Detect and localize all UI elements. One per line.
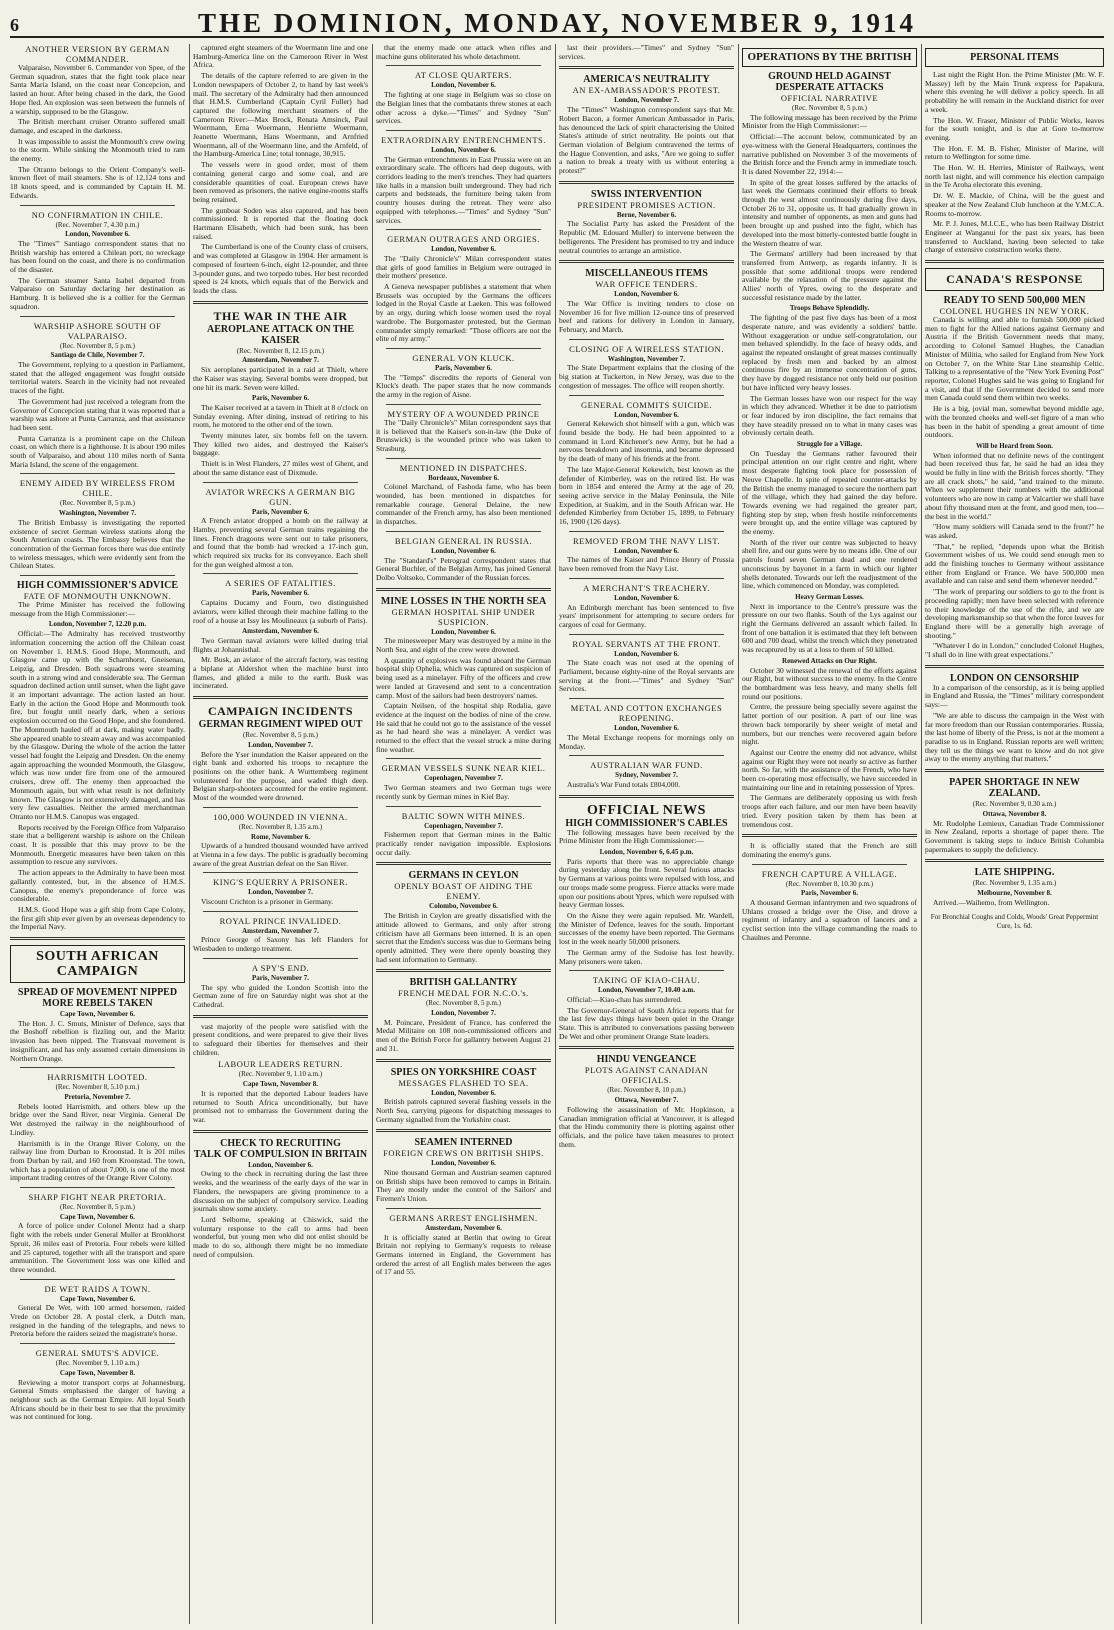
headline: WAR OFFICE TENDERS.	[595, 279, 698, 290]
headline: GERMAN OUTRAGES AND ORGIES.	[387, 234, 540, 245]
newspaper-title: THE DOMINION, MONDAY, NOVEMBER 9, 1914	[197, 8, 917, 38]
paragraph: Against our Centre the enemy did not advance, whilst against our Right they were not nearly so active as further north. So far, with the assistance of the French, who have been co-operating most effectually, we have succeeded in maintaining our line and in retaining possession of Ypres.	[742, 747, 917, 792]
headline: BALTIC SOWN WITH MINES.	[401, 810, 526, 821]
headline: HARRISMITH LOOTED.	[47, 1072, 148, 1083]
section-box	[925, 48, 1104, 67]
paragraph: The gunboat Soden was also captured, and has been commissioned. It is reported that the floating dock Hartmann Elisabeth, which had been sunk, has been raised.	[193, 205, 368, 241]
headline: AUSTRALIAN WAR FUND.	[590, 760, 703, 771]
paragraph: In spite of the great losses suffered by the attacks of last week the Germans continued their efforts to break through the west almost continuously during five days, October 26 to 31, opposite us. It had gradually grown in intensity and number of opponents, as men and guns had been brought up and pushed into the fight, which has developed into the most bitterly-contested battle fought in the Western theatre of war.	[742, 177, 917, 248]
crosshead: Struggle for a Village.	[796, 440, 863, 449]
paragraph: last their providers.—"Times" and Sydney "Sun" services.	[559, 44, 734, 61]
paragraph: The Germans are deliberately opposing us with fresh troops after each failure, and our men have been heavily tried. Every position taken by them has been at tremendous cost.	[742, 793, 917, 829]
paragraph: The State Department explains that the closing of the big station at Tuckerton, in New Jersey, was due to the congestion of messages. The office will reopen shortly.	[559, 363, 734, 390]
paragraph: Thielt is in West Flanders, 27 miles west of Ghent, and about the same distance east of Dixmude.	[193, 459, 368, 477]
headline: ANOTHER VERSION BY GERMAN COMMANDER.	[25, 44, 170, 64]
section-box	[10, 945, 185, 983]
section-headline: PERSONAL ITEMS	[970, 52, 1059, 63]
paragraph: North of the river our centre was subjected to heavy shell fire, and our guns were by no means idle. One of our patrols found seven German dead and one rendered unconscious by bayonet in a farm in which our lighter shells detonated. Towards our left the readjustment of the line, which commenced on Monday, was completed.	[742, 537, 917, 591]
received-line: (Rec. November 7, 4.30 p.m.)	[55, 220, 140, 229]
paragraph: The fighting of the past five days has been of a most desperate nature, and was evidently a soldiers' battle. Without exaggeration or undue self-congratulation, our men behaved splendidly. In the face of heavy odds, and against the repeated onslaught of great masses continually replaced by fresh men and backed by an almost continuous fire by an immense concentration of guns, they have by dogged resistance not only held our position but have inflicted very heavy losses.	[742, 313, 917, 392]
headline: METAL AND COTTON EXCHANGES REOPENING.	[570, 703, 723, 724]
headline: GERMANS ARREST ENGLISHMEN.	[389, 1212, 538, 1223]
paragraph: H.M.S. Good Hope was a gift ship from Cape Colony, the first gift ship ever given by an overseas dependency to the Imperial Navy.	[10, 904, 185, 932]
paragraph: The following messages have been received by the Prime Minister from the High Commissioner:—	[559, 827, 734, 846]
paragraph: Colonel Marchand, of Fashoda fame, who has been wounded, has been mentioned in dispatches for remarkable courage. General Delaine, the new commander of the French army, has also been mentioned in dispatches.	[376, 482, 551, 527]
received-line: (Rec. November 8, 5.10 p.m.)	[55, 1083, 140, 1092]
dateline: Cape Town, November 6.	[59, 1294, 136, 1303]
paragraph: The "Daily Chronicle's" Milan correspondent states that girls of good families in Belgium were outraged in their mothers' presence.	[376, 253, 551, 281]
dateline: London, November 6.	[614, 649, 679, 658]
paragraph: It is officially stated at Berlin that owing to Great Britain not replying to Germany's requests to release Germans interned in England, the Government has ordered the arrest of all English males between the ages of 17 and 55.	[376, 1232, 551, 1277]
paragraph: The German army of the Sudoise has lost heavily. Many prisoners were taken.	[559, 947, 734, 966]
paragraph: The Metal Exchange reopens for mornings only on Monday.	[559, 732, 734, 751]
dateline: Pretoria, November 7.	[64, 1092, 131, 1101]
subheadline: COLONEL HUGHES IN NEW YORK.	[939, 306, 1090, 317]
headline: AEROPLANE ATTACK ON THE KAISER	[207, 323, 354, 346]
dateline: Washington, November 7.	[58, 509, 137, 518]
paragraph: On Tuesday the Germans rather favoured their principal attention on our right centre and right, where most desperate fighting took place for possession of Neuve Chapelle. In spite of repeated counter-attacks by the British the enemy managed to secure the northern part of the village, which they had gained the day before. Towards evening we had regained the greater part, fighting step by step, when fresh hostile reinforcements were brought up, and the entire village was captured by the enemy.	[742, 448, 917, 537]
column-2	[193, 44, 368, 1624]
paragraph: Captains Ducamy and Fourn, two distinguished aviators, were killed through their machine falling to the roof of a house at Issy les Moulineaux (a suburb of Paris).	[193, 598, 368, 625]
headline: WARSHIP ASHORE SOUTH OF VALPARAISO.	[33, 320, 162, 341]
dateline: Paris, November 6.	[251, 394, 310, 403]
paragraph: The "Times'" Washington correspondent says that Mr. Robert Bacon, a former American Ambassador in Paris, has denounced the lack of spirit characterising the United States's attitude of strict neutrality. He points out that German violation of Belgium contravened the terms of the Hague Convention, and asks, "Are we going to suffer a nation to break a treaty with us without entering a protest?"	[559, 105, 734, 176]
paragraph: On the Aisne they were again repulsed. Mr. Wardell, the Minister of Defence, leaves for the south. Important successes of the enemy have been reported. The Germans lost in the week nearly 50,000 prisoners.	[559, 911, 734, 947]
dateline: Amsterdam, November 7.	[242, 356, 319, 365]
dateline: Ottawa, November 8.	[982, 809, 1047, 818]
paragraph: The fighting at one stage in Belgium was so close on the Belgian lines that the combatants threw stones at each other across a dyke.—"Times" and Sydney "Sun" services.	[376, 90, 551, 126]
received-line: (Rec. November 8, 5 p.m.)	[425, 999, 502, 1008]
dateline: Amsterdam, November 7.	[242, 926, 319, 935]
received-line: (Rec. November 8, 5 p.m.)	[59, 341, 136, 350]
dateline: London, November 6.	[431, 1088, 496, 1097]
section-headline: HINDU VENGEANCE	[596, 1054, 697, 1066]
paragraph: Before the Yser inundation the Kaiser appeared on the right bank and exhorted his troops to recapture the positions on the other bank. A Wurttemberg regiment volunteered for the purpose, and waded thigh deep. Belgian sharp-shooters accounted for the entire regiment. Most of the wounded were drowned.	[193, 749, 368, 803]
headline: A SPY'S END.	[251, 962, 310, 973]
headline: READY TO SEND 500,000 MEN	[943, 295, 1086, 307]
paragraph: A French aviator dropped a bomb on the railway at Hamby, preventing several German trains regaining the lines. French dragoons were sent out to take prisoners, and found that the bomb had wrecked a 17-inch gun, which required six trucks for its conveyance. Each shell for the gun weighed almost a ton.	[193, 516, 368, 569]
paragraph: Twenty minutes later, six bombs fell on the tavern. They killed two aides, and destroyed the Kaiser's baggage.	[193, 431, 368, 458]
paragraph: Last night the Right Hon. the Prime Minister (Mr. W. F. Massey) left by the Main Trunk express for Papakura, where this evening he will deliver a policy speech. In all probability he will remain in the Auckland district for over a week.	[925, 70, 1104, 114]
section-headline: MISCELLANEOUS ITEMS	[585, 268, 708, 280]
headline: AT CLOSE QUARTERS.	[415, 70, 512, 81]
paragraph: Official:—Kiao-chau has surrendered.	[567, 994, 683, 1004]
headline: MORE REBELS TAKEN	[42, 998, 153, 1010]
paragraph: Two German naval aviators were killed during trial flights at Johannisthal.	[193, 635, 368, 654]
paragraph: The Governor-General of South Africa reports that for the last few days things have been quiet in the Orange State. This is attributed to conversations passing between De Wet and other prominent Orange State leaders.	[559, 1005, 734, 1041]
paragraph: The details of the capture referred to are given in the London newspapers of October 2, to hand by last week's mail. The secretary of the Admiralty had then announced that H.M.S. Cumberland (Captain Cyril Fuller) had captured the following merchant steamers of the Cameroon River:—Max Brock, Renata Amsinck, Paul Woermann, Erna Woermann, Henriette Woermann, Jeanette Woermann, Hans Woermann, and Arnfried Woermann, all of the Woermann line, and the Arnfeld, of the Hamburg-America Line; total tonnage, 30,915.	[193, 71, 368, 159]
paragraph: The "Daily Chronicle's" Milan correspondent says that it is believed that the Kaiser's son-in-law (the Duke of Brunswick) is the wounded prince who was taken to Strasburg.	[376, 417, 551, 453]
headline: FRENCH CAPTURE A VILLAGE.	[761, 868, 898, 879]
paragraph: "We are able to discuss the campaign in the West with far more freedom than our Russian contemporaries. Russia, the last home of liberty of the Press, is not at the moment a paradise to us in England. Russian reports are well written; they tell us the things we want to know and do not give away to the enemy anything that matters."	[925, 710, 1104, 764]
paragraph: The Government had just received a telegram from the Governor of Concepcion stating that it was reported that a warship was ashore at Punta Carranza, and that assistance had been sent.	[10, 396, 185, 432]
dateline: Cape Town, November 8.	[59, 1368, 136, 1377]
dateline: Melbourne, November 8.	[977, 889, 1052, 898]
paragraph: A thousand German infantrymen and two squadrons of Uhlans crossed a bridge over the Oise, and drove a regiment of infantry and a squadron of lancers and a cyclist section into the village commanding the roads to Chaulnes and Peronne.	[742, 898, 917, 942]
paragraph: Mr. Busk, an aviator of the aircraft factory, was testing a biplane at Aldershot when the machine burst into flames, and glided a mile to the earth. Busk was incinerated.	[193, 655, 368, 691]
section-headline: LONDON ON CENSORSHIP	[950, 672, 1079, 684]
paragraph: Nine thousand German and Austrian seamen captured on British ships have been removed to camps in Britain. They are mostly under the control of the Sailors' and Firemen's Union.	[376, 1168, 551, 1204]
section-box	[925, 268, 1104, 291]
headline: DE WET RAIDS A TOWN.	[44, 1283, 151, 1294]
paragraph: October 30 witnessed the renewal of the efforts against our Right, but without success to the enemy. In the Centre the bombardment was less heavy, and many shells fell round our positions.	[742, 665, 917, 701]
subheadline: PRESIDENT PROMISES ACTION.	[577, 199, 716, 210]
paragraph: The following message has been received by the Prime Minister from the High Commissioner:—	[742, 112, 917, 131]
received-line: (Rec. November 8, 12.15 p.m.)	[236, 346, 325, 355]
paragraph: The "Temps" discredits the reports of General von Kluck's death. The paper states that he now commands the army in the region of Aisne.	[376, 372, 551, 400]
headline: MYSTERY OF A WOUNDED PRINCE	[387, 408, 540, 419]
paragraph: The German losses have won our respect for the way in which they advanced. Whether it be due to patriotism or fear induced by iron discipline, the fact remains that they have steadily pressed on to what in many cases was obviously certain death.	[742, 393, 917, 438]
column-1	[10, 44, 185, 1624]
paragraph: The Hon. J. C. Smuts, Minister of Defence, says that the Boshoff rebellion is fizzling out, and the Maritz invasion has been nipped. The Transvaal movement is insignificant, and has only assumed certain dimensions in Northern Orange.	[10, 1018, 185, 1063]
dateline: London, November 7.	[431, 1009, 496, 1018]
crosshead: Troops Behave Splendidly.	[789, 304, 870, 313]
subheadline: FRENCH MEDAL FOR N.C.O.'s.	[398, 988, 529, 999]
headline: CLOSING OF A WIRELESS STATION.	[569, 343, 724, 354]
subheadline: FOREIGN CREWS ON BRITISH SHIPS.	[383, 1148, 544, 1159]
paragraph: A quantity of explosives was found aboard the German hospital ship Ophelia, which was captured on suspicion of being used as a minelayer. Fifty of the officers and crew were landed at Gravesend and sent to a concentration camp. Most of the sailors had been destroyers' names.	[376, 655, 551, 700]
dateline: London, November 6.	[614, 546, 679, 555]
dateline: London, November 6.	[248, 1160, 313, 1169]
dateline: Amsterdam, November 6.	[242, 627, 319, 636]
headline: SPREAD OF MOVEMENT NIPPED	[17, 987, 178, 999]
paragraph: Owing to the check in recruiting during the last three weeks, and the weariness of the early days of the war in Flanders, the newspapers are giving prominence to a discussion on the subject of compulsory service. Leading journals show some anxiety.	[193, 1169, 368, 1214]
section-headline: THE WAR IN THE AIR	[213, 308, 348, 323]
dateline: Paris, November 6.	[434, 363, 493, 372]
headline: GENERAL VON KLUCK.	[412, 352, 515, 363]
paragraph: The "Standard's" Petrograd correspondent states that General Buchler, of the Belgian Army, has joined General Dolbo Voltsoko, Commander of the Russian forces.	[376, 555, 551, 582]
dateline: London, November 6.	[431, 627, 496, 636]
paragraph: The German steamer Santa Isabel departed from Valparaiso on Saturday declaring her destination as Hamburg. It is believed she is a collier for the German squadron.	[10, 275, 185, 311]
paragraph: The late Major-General Kekewich, best known as the defender of Kimberley, was on the retired list. He was born in 1854 and entered the Army at the age of 20, seeing active service in the Malay Peninsula, the Nile Expedition, at Suakim, and in the South African war. He defended Kimberley from October 15, 1899, to February 16, 1900 (126 days).	[559, 464, 734, 527]
received-line: (Rec. November 9, 1.35 a.m.)	[972, 879, 1057, 888]
headline: A MERCHANT'S TREACHERY.	[583, 582, 710, 593]
paragraph: Rebels looted Harrismith, and others blew up the bridge over the Sand River, near Virginia. General De Wet destroyed the railway in the neighbourhood of Lindley.	[10, 1101, 185, 1137]
paragraph: Canada is willing and able to furnish 500,000 picked men to fight for the Allied nations against Germany and Austria if the British Government needs that many, according to Colonel Samuel Hughes, the Canadian Minister of Militia, who sailed for England from New York on October 7, on the White Star Line steamship Celtic. Talking to a representative of the "New York Evening Post" reporter, Colonel Hughes said he was going to England for a visit, and that if the Government decided to send more men Canada could send them within two weeks.	[925, 315, 1104, 403]
paragraph: M. Poincare, President of France, has conferred the Medal Militaire on 108 non-commissioned officers and men of the British Force for gallantry between August 21 and 31.	[376, 1017, 551, 1053]
dateline: London, November 7.	[248, 740, 313, 749]
section-headline: GERMANS IN CEYLON	[408, 870, 519, 882]
dateline: London, November 6.	[431, 145, 496, 154]
section-headline: MINE LOSSES IN THE NORTH SEA	[380, 595, 547, 607]
subheadline: OFFICIAL NARRATIVE	[780, 93, 879, 103]
paragraph: The Government, replying to a question in Parliament, stated that the alleged engagement was fought outside territorial waters. Search in the vicinity had not revealed traces of the fight.	[10, 359, 185, 396]
paragraph: Mr. P. J. Jones, M.I.C.E., who has been Railway District Engineer at Wanganui for the past six years, has been transferred to Auckland, having been selected to take charge of extensive construction works there.	[925, 219, 1104, 255]
section-headline: SOUTH AFRICAN CAMPAIGN	[36, 949, 159, 980]
subheadline: MESSAGES FLASHED TO SEA.	[398, 1077, 529, 1088]
paragraph: The spy who guided the London Scottish into the German zone of fire on Saturday night was shot at the Cathedral.	[193, 982, 368, 1009]
headline: GENERAL COMMITS SUICIDE.	[581, 399, 712, 410]
paragraph: The Hon. F. M. B. Fisher, Minister of Marine, will return to Wellington for some time.	[925, 143, 1104, 162]
paragraph: The vessels were in good order, most of them containing general cargo and some coal, and are considerable quantities of coal. European crews have been removed as prisoners, the native engine-rooms staffs being retained.	[193, 160, 368, 204]
dateline: London, November 6.	[431, 1159, 496, 1168]
paragraph: A Geneva newspaper publishes a statement that when Brussels was occupied by the Germans the officers lodged in the Royal Castle at Laeken. This was followed by an orgy, during which loose women used the royal wardrobe. The Burgomaster protested, but the German commander simply remarked: "Those officers are not the elite of my army."	[376, 282, 551, 344]
section-headline: LATE SHIPPING.	[974, 867, 1055, 879]
section-headline: SWISS INTERVENTION	[590, 188, 703, 200]
paragraph: Punta Carranza is a prominent cape on the Chilean coast, on which there is a lighthouse. It is about 190 miles south of Valparaiso, and about 110 miles north of Santa Maria Island, the scene of the engagement.	[10, 433, 185, 469]
paragraph: It is reported that the deported Labour leaders have returned to South Africa unconditionally, but have promised not to embarrass the Government during the war.	[193, 1088, 368, 1124]
headline: BELGIAN GENERAL IN RUSSIA.	[394, 535, 533, 546]
paragraph: Mr. Rodolphe Lemieux, Canadian Trade Commissioner in New Zealand, reports a shortage of paper there. The Government is taking steps to induce British Columbia papermakers to supply the deficiency.	[925, 818, 1104, 854]
dateline: London, November 6.	[614, 724, 679, 733]
headline: NO CONFIRMATION IN CHILE.	[31, 209, 164, 220]
headline: CHECK TO RECRUITING	[220, 1137, 341, 1149]
headline: TAKING OF KIAO-CHAU.	[592, 975, 701, 986]
paragraph: Two German steamers and two German tugs were recently sunk by German mines in Kiel Bay.	[376, 783, 551, 801]
paragraph: Reports received by the Foreign Office from Valparaiso state that a belligerent warship is ashore on the Chilean coast. It is possible that this may prove to be the Monmouth. Energetic measures have been taken on this assumption to rescue any survivors.	[10, 822, 185, 867]
subheadline: AN EX-AMBASSADOR'S PROTEST.	[572, 85, 721, 96]
paragraph: General De Wet, with 100 armed horsemen, raided Vrede on October 28. A postal clerk, a Dutch man, resigned in the handing of the telegraphs, and news to Pretoria before the raiders seized the magistrate's horse.	[10, 1303, 185, 1339]
paragraph: Official:—The Admiralty has received trustworthy information concerning the action off the Chilean coast on November 1. H.M.S. Good Hope, Monmouth, and Glasgow came up with the Scharnhorst, Gneisenau, Leipzig, and Dresden. Both squadrons were steaming south in a strong wind and considerable sea. The German squadron declined action until sunset, when the light gave it an important advantage. The action lasted an hour. Early in the action the Good Hope and Monmouth took fire, but fought until nearly dark, when a serious explosion occurred on the Good Hope, and she foundered. The Monmouth hauled off at dark, making water badly. She appeared unable to steam away and was accompanied by the Glasgow. During the whole of the action the latter vessel had fought the Leipzig and Dresden. On the enemy again approaching the wounded Monmouth, the Glasgow, which was now under fire from one of the armoured cruisers, drew off. The enemy then approached the Monmouth again, but with what result is not definitely known. The Glasgow is not extensively damaged, and has very few casualties. Neither the armed merchantman Otranto nor H.M.S. Canopus was engaged.	[10, 629, 185, 821]
paragraph: The Kaiser received at a tavern in Thielt at 8 o'clock on Sunday evening. After dining, instead of retiring to his room, he motored to the other end of the town.	[193, 402, 368, 430]
paragraph: The Germans' artillery had been increased by that transferred from Antwerp, as regards infantry. It is possible that some additional troops were rendered available by the relaxation of the pressure against the Allies' north of Ypres, owing to the desperate and successful resistance made by the latter.	[742, 249, 917, 302]
paragraph: Reviewing a motor transport corps at Johannesburg, General Smuts emphasised the danger of having a neighbour such as the German Empire. All loyal South Africans should be in their best to see that the proximity was not continued for long.	[10, 1377, 185, 1422]
column-4	[559, 44, 734, 1624]
column-5	[742, 44, 917, 1624]
paragraph: "The work of preparing our soldiers to go to the front is proceeding rapidly; men have been selected with reference to their knowledge of the use of the rifle, and we are developing marksmanship so that when the force leaves for England there will be a generally high average of shooting."	[925, 587, 1104, 640]
subheadline: PLOTS AGAINST CANADIAN OFFICIALS.	[584, 1065, 709, 1086]
dateline: Paris, November 6.	[800, 889, 859, 898]
headline: REMOVED FROM THE NAVY LIST.	[572, 535, 721, 546]
subheadline: OPENLY BOAST OF AIDING THE ENEMY.	[394, 881, 533, 902]
crosshead: Will be Heard from Soon.	[976, 441, 1053, 450]
paragraph: "How many soldiers will Canada send to the front?" he was asked.	[925, 522, 1104, 540]
paragraph: The German entrenchments in East Prussia were on an extraordinary scale. The officers had deep dugouts, with corridors leading to the men's trenches. They had quarters like halls in a mansion built underground. They had rich carpets and bedsteads, the furniture being taken from country houses during the retreat. They were also equipped with telephones.—"Times" and Sydney "Sun" services.	[376, 154, 551, 225]
dateline: Copenhagen, November 7.	[424, 821, 503, 830]
dateline: Colombo, November 6.	[429, 902, 498, 911]
received-line: (Rec. November 8, 5 p.m.)	[59, 1203, 136, 1212]
paragraph: The action appears to the Admiralty to have been most gallantly contested, but, in the absence of H.M.S. Canopus, the enemy's preponderance of force was considerable.	[10, 868, 185, 904]
headline: TALK OF COMPULSION IN BRITAIN	[193, 1148, 368, 1160]
headline: SHARP FIGHT NEAR PRETORIA.	[28, 1192, 167, 1203]
received-line: (Rec. November 8, 5 p.m.)	[791, 104, 868, 112]
paragraph: Viscount Crichton is a prisoner in Germany.	[201, 897, 334, 907]
paragraph: Official:—The account below, communicated by an eye-witness with the General Headquarters, continues the narrative published on November 3 of the movements of the British force and the French army in immediate touch. It is dated November 22, 1914:—	[742, 132, 917, 176]
paragraph: The War Office is inviting tenders to close on November 16 for five million 12-ounce tins of preserved beef and rations for delivery in London in January, February, and March.	[559, 298, 734, 335]
paragraph: Prince George of Saxony has left Flanders for Wiesbaden to undergo treatment.	[193, 935, 368, 954]
dateline: Cape Town, November 8.	[242, 1080, 319, 1089]
dateline: London, November 6.	[431, 81, 496, 90]
paragraph: The names of the Kaiser and Prince Henry of Prussia have been removed from the Navy List.	[559, 555, 734, 574]
paragraph: Arrived.—Waihemo, from Wellington.	[933, 897, 1050, 907]
paragraph: Next in importance to the Centre's pressure was the pressure on our two flanks. South of the Lys against our right the Germans delivered an assault which failed. In front of one battalion it is estimated that they left between 600 and 700 dead, whilst the trench which they penetrated was recaptured by us at a loss to them of 50 killed.	[742, 601, 917, 655]
dateline: Amsterdam, November 6.	[425, 1223, 502, 1232]
paragraph: The Socialist Party has asked the President of the Republic (M. Edouard Muller) to intervene between the belligerents. The President has promised to try and induce neutral countries to arrange an armistice.	[559, 219, 734, 255]
headline: ROYAL PRINCE INVALIDED.	[219, 915, 342, 926]
paragraph: Fishermen report that German mines in the Baltic practically render navigation impossible. Explosions occur daily.	[376, 830, 551, 857]
column-3	[376, 44, 551, 1624]
paragraph: The State coach was not used at the opening of Parliament, because eighty-nine of the Royal servants are serving at the front.—"Times" and Sydney "Sun" Services.	[559, 658, 734, 694]
dateline: London, November 7, 10.40 a.m.	[598, 986, 695, 995]
headline: GERMAN REGIMENT WIPED OUT	[198, 719, 363, 731]
paragraph: Australia's War Fund totals £804,000.	[567, 779, 681, 789]
section-headline: PAPER SHORTAGE IN NEW ZEALAND.	[949, 777, 1080, 800]
headline: GENERAL SMUTS'S ADVICE.	[35, 1348, 160, 1359]
dateline: London, November 6.	[431, 245, 496, 254]
dateline: Paris, November 6.	[251, 589, 310, 598]
dateline: Berne, November 6.	[616, 210, 677, 219]
paragraph: When informed that no definite news of the contingent had been received thus far, he said he had an idea they would be fully in line with the British forces shortly. "They are all crack shots," he said, "and trained to the minute. When we supplement their numbers with the additional volunteers who are now in camp at Valcartier we shall have about fifty thousand men at the front, and good men, too—the best in the world."	[925, 450, 1104, 521]
paragraph: vast majority of the people were satisfied with the present conditions, and were prepared to give their lives to safeguard their liberties for themselves and their children.	[193, 1021, 368, 1057]
paragraph: General Kekewich shot himself with a gun, which was found beside the body. He had been appointed to a command in Lord Kitchener's new Army, but he had a nervous breakdown and insomnia, and became depressed by the death of many of his friends at the front.	[559, 419, 734, 464]
headline: GROUND HELD AGAINST DESPERATE ATTACKS	[768, 71, 891, 93]
paragraph: that the enemy made one attack when rifles and machine guns obliterated his whole detachment.	[376, 44, 551, 61]
section-headline: AMERICA'S NEUTRALITY	[583, 74, 710, 86]
dateline: Ottawa, November 7.	[614, 1096, 679, 1105]
headline: AVIATOR WRECKS A GERMAN BIG GUN.	[205, 486, 356, 507]
headline: HIGH COMMISSIONER'S CABLES	[565, 817, 728, 829]
headline: 100,000 WOUNDED IN VIENNA.	[213, 811, 348, 822]
paragraph: The British merchant cruiser Otranto suffered small damage, and escaped in the darkness.	[10, 117, 185, 135]
paragraph: The Cumberland is one of the County class of cruisers, and was completed at Glasgow in 1904. Her armament is composed of fourteen 6-inch, eight 12-pounder, and three 3-pounder guns, and two torpedo tubes. Her best recorded speed is 24 knots, which equals that of the Berwick and leads the class.	[193, 242, 368, 295]
dateline: London, November 7, 12.20 p.m.	[48, 620, 147, 629]
received-line: (Rec. November 8, 1.35 a.m.)	[238, 822, 323, 831]
section-box	[742, 48, 917, 67]
dateline: London, November 6.	[614, 290, 679, 299]
dateline: Washington, November 7.	[607, 354, 686, 363]
paragraph: Following the assassination of Mr. Hopkinson, a Canadian immigration official at Vancouver, it is alleged that the Hindu community there is plotting against other officials, and the police have taken measures to protect them.	[559, 1104, 734, 1149]
headline: GERMAN VESSELS SUNK NEAR KIEL.	[381, 763, 546, 774]
paragraph: The Hon. W. H. Herries, Minister of Railways, went north last night, and will commence his election campaign in the Te Aroha electorate this evening.	[925, 163, 1104, 190]
paragraph: Valparaiso, November 6. Commander von Spee, of the German squadron, states that the fight took place near Santa Maria Island, on the coast near Concepcion, and lasted an hour. After being chased in the dark, the Good Hope fled. An explosion was seen between the funnels of a warship, supposed to be the Glasgow.	[10, 63, 185, 116]
headline: MENTIONED IN DISPATCHES.	[399, 462, 528, 473]
dateline: Cape Town, November 6.	[59, 1010, 136, 1019]
received-line: (Rec. November 9, 0.30 a.m.)	[972, 800, 1057, 809]
paragraph: British patrols captured several flashing vessels in the North Sea, carrying pigeons for dispatching messages to Germany signalled from the Yorkshire coast.	[376, 1097, 551, 1124]
headline: A SERIES OF FATALITIES.	[225, 578, 336, 589]
crosshead: Heavy German Losses.	[795, 592, 864, 601]
paragraph: The Prime Minister has received the following message from the High Commissioner:—	[10, 600, 185, 618]
paragraph: It is officially stated that the French are still dominating the enemy's guns.	[742, 841, 917, 859]
dateline: London, November 7.	[614, 96, 679, 105]
section-headline: BRITISH GALLANTRY	[409, 977, 518, 989]
paragraph: "Whatever I do in London," concluded Colonel Hughes, "I shall do in line with great expectations."	[925, 641, 1104, 660]
dateline: Copenhagen, November 7.	[424, 774, 503, 783]
dateline: Bordeaux, November 6.	[428, 473, 499, 482]
paragraph: Captain Neilsen, of the hospital ship Rodalia, gave evidence at the inquest on the bodies of nine of the crew. He said that he could not go to the assistance of the vessel as he had heard she was a minelayer. A verdict was returned to the effect that the vessel struck a mine during fine weather.	[376, 701, 551, 754]
received-line: (Rec. November 9, 1.10 a.m.)	[238, 1070, 323, 1079]
received-line: (Rec. November 9, 1.10 a.m.)	[55, 1359, 140, 1368]
dateline: Santiago de Chile, November 7.	[50, 351, 145, 360]
paragraph: Paris reports that there was no appreciable change during yesterday along the front. Several furious attacks by Germans at various points were repulsed with loss, and our troops made some progress. Fierce attacks were made upon our positions about Ypres, which were repulsed with heavy German losses.	[559, 856, 734, 910]
dateline: Sydney, November 7.	[615, 771, 678, 780]
paragraph: The Hon. W. Fraser, Minister of Public Works, leaves for the south tonight, and is due at Gore to-morrow evening.	[925, 115, 1104, 142]
paragraph: An Edinburgh merchant has been sentenced to five years' imprisonment for attempting to secure orders for cargoes of coal for Germany.	[559, 602, 734, 629]
paragraph: He is a big, jovial man, somewhat beyond middle age, with the bronzed cheeks and well-set figure of a man who has been in the habit of spending a great amount of time outdoors.	[925, 404, 1104, 440]
dateline: London, November 6.	[431, 546, 496, 555]
section-headline: OFFICIAL NEWS	[587, 802, 706, 818]
dateline: London, November 7.	[248, 888, 313, 897]
section-headline: CAMPAIGN INCIDENTS	[207, 704, 354, 719]
paragraph: captured eight steamers of the Woermann line and one Hamburg-America line on the Cameroon River in West Africa.	[193, 44, 368, 70]
paragraph: The minesweeper Mary was destroyed by a mine in the North Sea, and eight of the crew were drowned.	[376, 636, 551, 655]
advertisement-notice: For Bronchial Coughs and Colds, Woods' Great Peppermint Cure, 1s. 6d.	[930, 913, 1099, 931]
headline: ENEMY AIDED BY WIRELESS FROM CHILE.	[19, 478, 176, 499]
dateline: Rome, November 6.	[251, 832, 310, 841]
dateline: Paris, November 6.	[251, 507, 310, 516]
headline: LABOUR LEADERS RETURN.	[218, 1059, 343, 1070]
paragraph: Dr. W. E. Mackie, of China, will be the guest and speaker at the New Zealand Club luncheon at the Y.M.C.A. Rooms to-morrow.	[925, 191, 1104, 218]
dateline: Paris, November 7.	[251, 973, 310, 982]
masthead	[10, 8, 1104, 38]
dateline: London, November 6.	[65, 230, 130, 239]
dateline: London, November 6, 6.45 p.m.	[599, 848, 694, 857]
paragraph: Centre, the pressure being specially severe against the latter portion of our position. A part of our line was thrown back temporarily by sheer weight of metal and numbers, but our trenches were recovered again before night.	[742, 702, 917, 747]
received-line: (Rec. November 8, 10 p.m.)	[607, 1086, 686, 1095]
subheadline: FATE OF MONMOUTH UNKNOWN.	[23, 591, 172, 602]
paragraph: Lord Selborne, speaking at Chiswick, said the voluntary response to the call to arms had been wonderful, but young men who did not enlist should be made to do so, although there might be no immediate need of compulsion.	[193, 1214, 368, 1259]
section-headline: OPERATIONS BY THE BRITISH	[747, 51, 912, 63]
received-line: (Rec. November 8, 5 p.m.)	[59, 499, 136, 508]
paragraph: Upwards of a hundred thousand wounded have arrived at Vienna in a few days. The public is gradually becoming aware of the great Austrian defeat on the San River.	[193, 841, 368, 868]
received-line: (Rec. November 8, 10.30 p.m.)	[785, 879, 874, 888]
paragraph: Harrismith is in the Orange River Colony, on the railway line from Durban to Kroonstad. It is 201 miles from Durban by rail, and 160 from Kroonstad. The town, which has a population of about 7,000, is one of the most important trading centres of the Orange River Colony.	[10, 1138, 185, 1183]
section-headline: SEAMEN INTERNED	[414, 1137, 513, 1149]
dateline: London, November 6.	[614, 593, 679, 602]
dateline: Cape Town, November 6.	[59, 1212, 136, 1221]
subheadline: GERMAN HOSPITAL SHIP UNDER SUSPICION.	[391, 606, 536, 627]
section-headline: CANADA'S RESPONSE	[946, 272, 1083, 287]
dateline: London, November 6.	[614, 410, 679, 419]
paragraph: The British in Ceylon are greatly dissatisfied with the attitude allowed to Germans, and only after strong criticism have all Germans been interned. It is an open secret that the Emden's success was due to Germans being openly admitted. They were there openly boasting they had sent information to Germany.	[376, 911, 551, 964]
crosshead: Renewed Attacks on Our Right.	[782, 656, 877, 665]
paragraph: The British Embassy is investigating the reported existence of secret German wireless stations along the South American coasts. The Embassy believes that the concentration of the German forces there was due entirely to wireless messages, which were evidently sent from the Chilean States.	[10, 517, 185, 571]
paragraph: The "Times'" Santiago correspondent states that no British warship has entered a Chilean port, no wreckage has been found on the coast, and there is no confirmation of the disaster.	[10, 238, 185, 275]
paragraph: Six aeroplanes participated in a raid at Thielt, where the Kaiser was staying. Several bombs were dropped, but one hit its mark. Seven were killed.	[193, 365, 368, 392]
headline: KING'S EQUERRY A PRISONER.	[213, 877, 348, 888]
page-number: 6	[10, 15, 19, 35]
received-line: (Rec. November 8, 5 p.m.)	[242, 731, 319, 740]
paragraph: In a comparison of the censorship, as it is being applied in England and Russia, the "Times" military correspondent says:—	[925, 682, 1104, 710]
paragraph: "That," he replied, "depends upon what the British Government wishes of us. We could send enough men to add the finishing touches to Germany without assistance either from England or France. We have 500,000 men available and can raise and send them whenever needed."	[925, 541, 1104, 586]
headline: ROYAL SERVANTS AT THE FRONT.	[572, 638, 721, 649]
headline: EXTRAORDINARY ENTRENCHMENTS.	[381, 134, 546, 145]
paragraph: A force of police under Colonel Mentz had a sharp fight with the rebels under General Muller at Bronkhorst Spruit, 36 miles east of Pretoria. Four rebels were killed and 25 captured, together with all the transport and spare ammunition. The Government loss was one killed and three wounded.	[10, 1221, 185, 1274]
column-6	[925, 44, 1104, 1624]
paragraph: The Otranto belongs to the Orient Company's well-known fleet of mail steamers. She is of 12,124 tons and 18 knots speed, and is commanded by Captain H. M. Edwards.	[10, 164, 185, 200]
paragraph: It was impossible to assist the Monmouth's crew owing to the storm. While sinking the Monmouth tried to ram the enemy.	[10, 136, 185, 164]
headline: HIGH COMMISSIONER'S ADVICE	[16, 580, 179, 592]
section-headline: SPIES ON YORKSHIRE COAST	[390, 1066, 537, 1078]
